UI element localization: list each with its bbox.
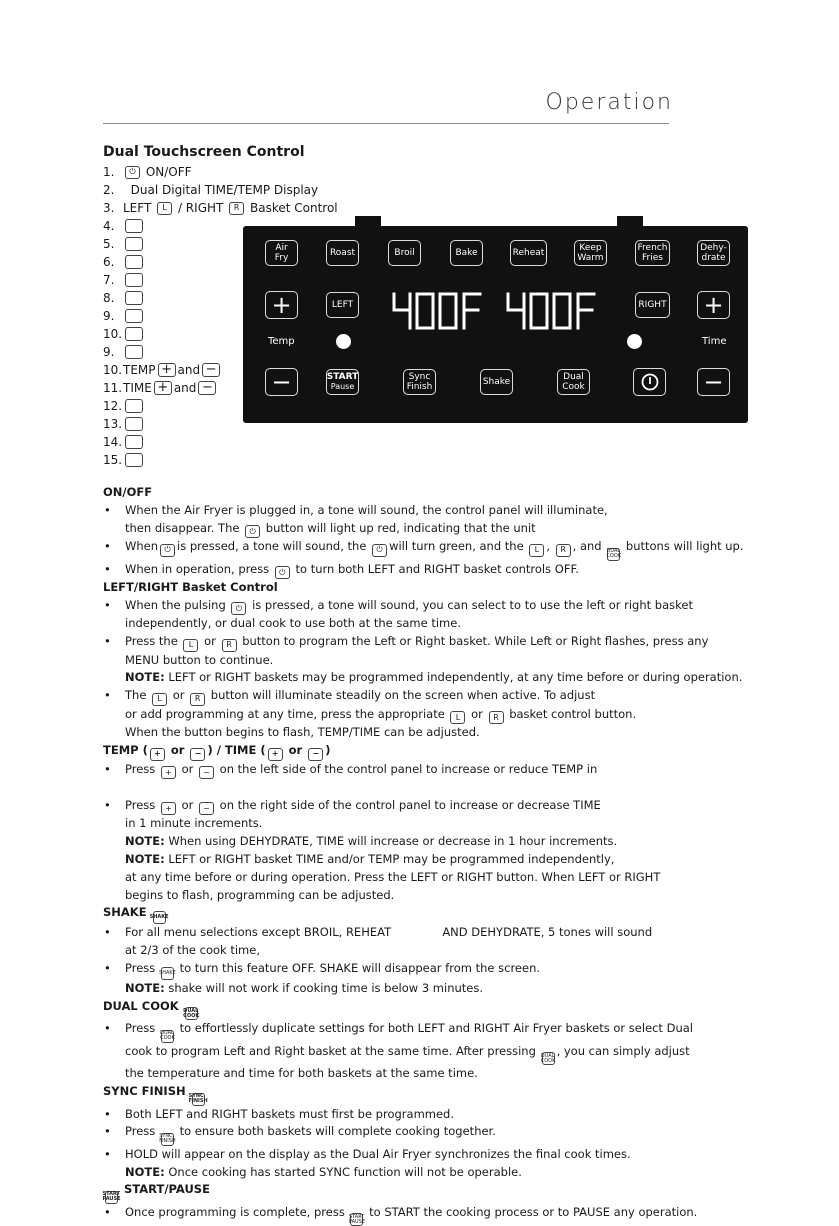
left-key-icon: L	[529, 544, 544, 557]
power-icon: ⏻	[372, 544, 387, 557]
heading-temp-time: TEMP ( + or − ) / TIME ( + or − )	[103, 742, 763, 761]
blank-key-icon	[125, 291, 143, 305]
blank-key-icon	[125, 417, 143, 431]
power-icon: ⏻	[275, 566, 290, 579]
plus-icon: +	[161, 802, 176, 815]
list-item: • HOLD will appear on the display as the Dual Air Fryer synchronizes the final cook times.	[103, 1146, 763, 1164]
french-fries-button[interactable]: French Fries	[635, 240, 670, 266]
note: NOTE: LEFT or RIGHT basket TIME and/or TEMP may be programmed independently, at any time before or during operation. Press the LEFT or RIGHT button. When LEFT or RIGHT begins to flash, programming can be adjusted.	[125, 851, 661, 902]
right-key-icon: R	[190, 693, 205, 706]
time-label: Time	[702, 336, 727, 347]
list-item: 5.	[103, 235, 338, 253]
power-button[interactable]	[633, 368, 666, 396]
time-minus-button[interactable]: −	[697, 368, 730, 396]
start-pause-icon: START PAUSE	[348, 1213, 366, 1225]
keep-warm-button[interactable]: Keep Warm	[574, 240, 607, 266]
power-icon: ⏻	[245, 525, 260, 538]
blank-key-icon	[125, 345, 143, 359]
time-plus-button[interactable]: +	[697, 291, 730, 319]
sync-finish-button[interactable]: Sync Finish	[403, 369, 436, 395]
minus-icon: −	[190, 748, 205, 761]
list-item: 8.	[103, 289, 338, 307]
power-icon: ⏻	[160, 544, 175, 557]
start-pause-button[interactable]: START Pause	[326, 369, 359, 395]
right-key-icon: R	[556, 544, 571, 557]
plus-icon: +	[150, 748, 165, 761]
temp-label: Temp	[268, 336, 295, 347]
list-item: • Press SHAKE to turn this feature OFF. SHAKE will disappear from the screen.	[103, 960, 763, 980]
heading-shake: SHAKE SHAKE	[103, 904, 763, 924]
blank-key-icon	[125, 309, 143, 323]
start-pause-icon: START PAUSE	[102, 1191, 121, 1203]
list-item: 3. LEFT L / RIGHT R Basket Control	[103, 201, 338, 215]
right-key-icon: R	[229, 202, 244, 215]
list-item: 10.	[103, 325, 338, 343]
header-divider	[103, 123, 669, 124]
dehydrate-button[interactable]: Dehy- drate	[697, 240, 730, 266]
list-item: 12.	[103, 397, 338, 415]
list-item: • Press + or − on the right side of the control panel to increase or decrease TIME in 1 minute increments.	[103, 797, 763, 833]
left-key-icon: L	[152, 693, 167, 706]
heading-start-pause: START PAUSE START/PAUSE	[102, 1182, 210, 1203]
temp-minus-button[interactable]: −	[265, 368, 298, 396]
plus-key-icon: +	[154, 381, 172, 395]
blank-key-icon	[125, 273, 143, 287]
right-indicator-dot	[627, 334, 642, 349]
list-item: 6.	[103, 253, 338, 271]
time-temp-display	[390, 291, 602, 331]
list-item: • For all menu selections except BROIL, REHEAT AND DEHYDRATE, 5 tones will sound at 2/3 of the cook time,	[103, 924, 763, 960]
bake-button[interactable]: Bake	[450, 240, 483, 266]
heading-dual-cook: DUAL COOK DUAL COOK	[103, 998, 200, 1019]
minus-icon: −	[199, 766, 214, 779]
minus-key-icon: −	[202, 363, 220, 377]
sync-finish-icon: SYNC FINISH	[159, 1133, 176, 1145]
plus-key-icon: +	[158, 363, 176, 377]
power-icon: ⏻	[125, 166, 140, 179]
broil-button[interactable]: Broil	[388, 240, 421, 266]
list-item: • When the pulsing ⏻ is pressed, a tone will sound, you can select to to use the left or right basket independently, or dual cook to use both at the same time.	[103, 597, 763, 633]
minus-icon: −	[308, 748, 323, 761]
list-item: 14.	[103, 433, 338, 451]
dual-cook-button[interactable]: Dual Cook	[557, 369, 590, 395]
air-fry-button[interactable]: Air Fry	[265, 240, 298, 266]
dual-cook-icon: DUAL COOK	[540, 1052, 556, 1064]
list-item: • Press SYNC FINISH to ensure both baskets will complete cooking together.	[103, 1123, 763, 1146]
temp-plus-button[interactable]: +	[265, 291, 298, 319]
heading-left-right: LEFT/RIGHT Basket Control	[103, 580, 278, 595]
blank-key-icon	[125, 237, 143, 251]
note: NOTE: Once cooking has started SYNC function will not be operable.	[125, 1164, 522, 1179]
list-item: • When the Air Fryer is plugged in, a tone will sound, the control panel will illuminate, then disappear. The ⏻ button will light up red, indicating that the unit	[103, 502, 763, 538]
list-item: 9.	[103, 307, 338, 325]
blank-key-icon	[125, 435, 143, 449]
minus-key-icon: −	[198, 381, 216, 395]
left-key-icon: L	[183, 639, 198, 652]
list-item: • Both LEFT and RIGHT baskets must first be programmed.	[103, 1106, 763, 1124]
minus-icon: −	[199, 802, 214, 815]
left-basket-button[interactable]: LEFT	[326, 292, 359, 318]
blank-key-icon	[125, 453, 143, 467]
list-item: 15.	[103, 451, 338, 469]
list-item: 4.	[103, 217, 338, 235]
note: NOTE: LEFT or RIGHT baskets may be programmed independently, at any time before or during operation.	[125, 670, 743, 685]
left-key-icon: L	[450, 711, 465, 724]
blank-key-icon	[125, 219, 143, 233]
list-item: • Once programming is complete, press START PAUSE to START the cooking process or to PAUSE any operation.	[103, 1204, 763, 1226]
list-item: • When in operation, press ⏻ to turn both LEFT and RIGHT basket controls OFF.	[103, 561, 763, 580]
dual-cook-icon: DUAL COOK	[183, 1007, 200, 1019]
heading-sync-finish: SYNC FINISH SYNC FINISH	[103, 1084, 208, 1105]
reheat-button[interactable]: Reheat	[510, 240, 547, 266]
list-item: 13.	[103, 415, 338, 433]
sync-finish-icon: SYNC FINISH	[188, 1093, 208, 1105]
list-item: 7.	[103, 271, 338, 289]
list-item: • When ⏻ is pressed, a tone will sound, the ⏻ will turn green, and the L , R , and DUAL COOK buttons will light up.	[103, 538, 763, 561]
right-basket-button[interactable]: RIGHT	[635, 292, 670, 318]
note: NOTE: When using DEHYDRATE, TIME will increase or decrease in 1 hour increments.	[125, 834, 618, 849]
blank-key-icon	[125, 255, 143, 269]
left-key-icon: L	[157, 202, 172, 215]
instructions-body	[103, 484, 763, 1226]
list-item: 9.	[103, 343, 338, 361]
list-item: • The L or R button will illuminate steadily on the screen when active. To adjust or add programming at any time, press the appropriate L or R basket control button. When the button begins to flash, TEMP/TIME can be adjusted.	[103, 687, 763, 742]
shake-icon: SHAKE	[153, 911, 166, 924]
left-indicator-dot	[336, 334, 351, 349]
list-item: 11. TIME + and −	[103, 379, 338, 397]
blank-key-icon	[125, 327, 143, 341]
list-item: 1. ⏻ ON/OFF	[103, 165, 192, 179]
dual-cook-icon: DUAL COOK	[160, 1030, 175, 1042]
page-title: Operation	[545, 90, 673, 115]
shake-icon: SHAKE	[161, 967, 174, 980]
shake-button[interactable]: Shake	[480, 369, 513, 395]
list-item: • Press + or − on the left side of the control panel to increase or reduce TEMP in	[103, 761, 763, 797]
note: NOTE: shake will not work if cooking time is below 3 minutes.	[125, 980, 484, 995]
list-item: • Press the L or R button to program the Left or Right basket. While Left or Right flashes, press any MENU button to continue.	[103, 633, 763, 669]
list-item: • Press DUAL COOK to effortlessly duplicate settings for both LEFT and RIGHT Air Fryer baskets or select Dual cook to program Left and Right basket at the same time. After pressing DUAL COOK, you can simply adjust the temperature and time for both baskets at the same time.	[103, 1020, 763, 1083]
power-icon: ⏻	[231, 602, 246, 615]
roast-button[interactable]: Roast	[326, 240, 359, 266]
list-item: 10. TEMP + and −	[103, 361, 338, 379]
dual-cook-icon: DUAL COOK	[606, 548, 622, 560]
right-key-icon: R	[489, 711, 504, 724]
right-key-icon: R	[222, 639, 237, 652]
section-title: Dual Touchscreen Control	[103, 144, 305, 160]
list-item: 2. Dual Digital TIME/TEMP Display	[103, 183, 319, 197]
heading-onoff: ON/OFF	[103, 485, 153, 499]
blank-key-icon	[125, 399, 143, 413]
power-icon	[641, 373, 659, 391]
plus-icon: +	[161, 766, 176, 779]
plus-icon: +	[268, 748, 283, 761]
